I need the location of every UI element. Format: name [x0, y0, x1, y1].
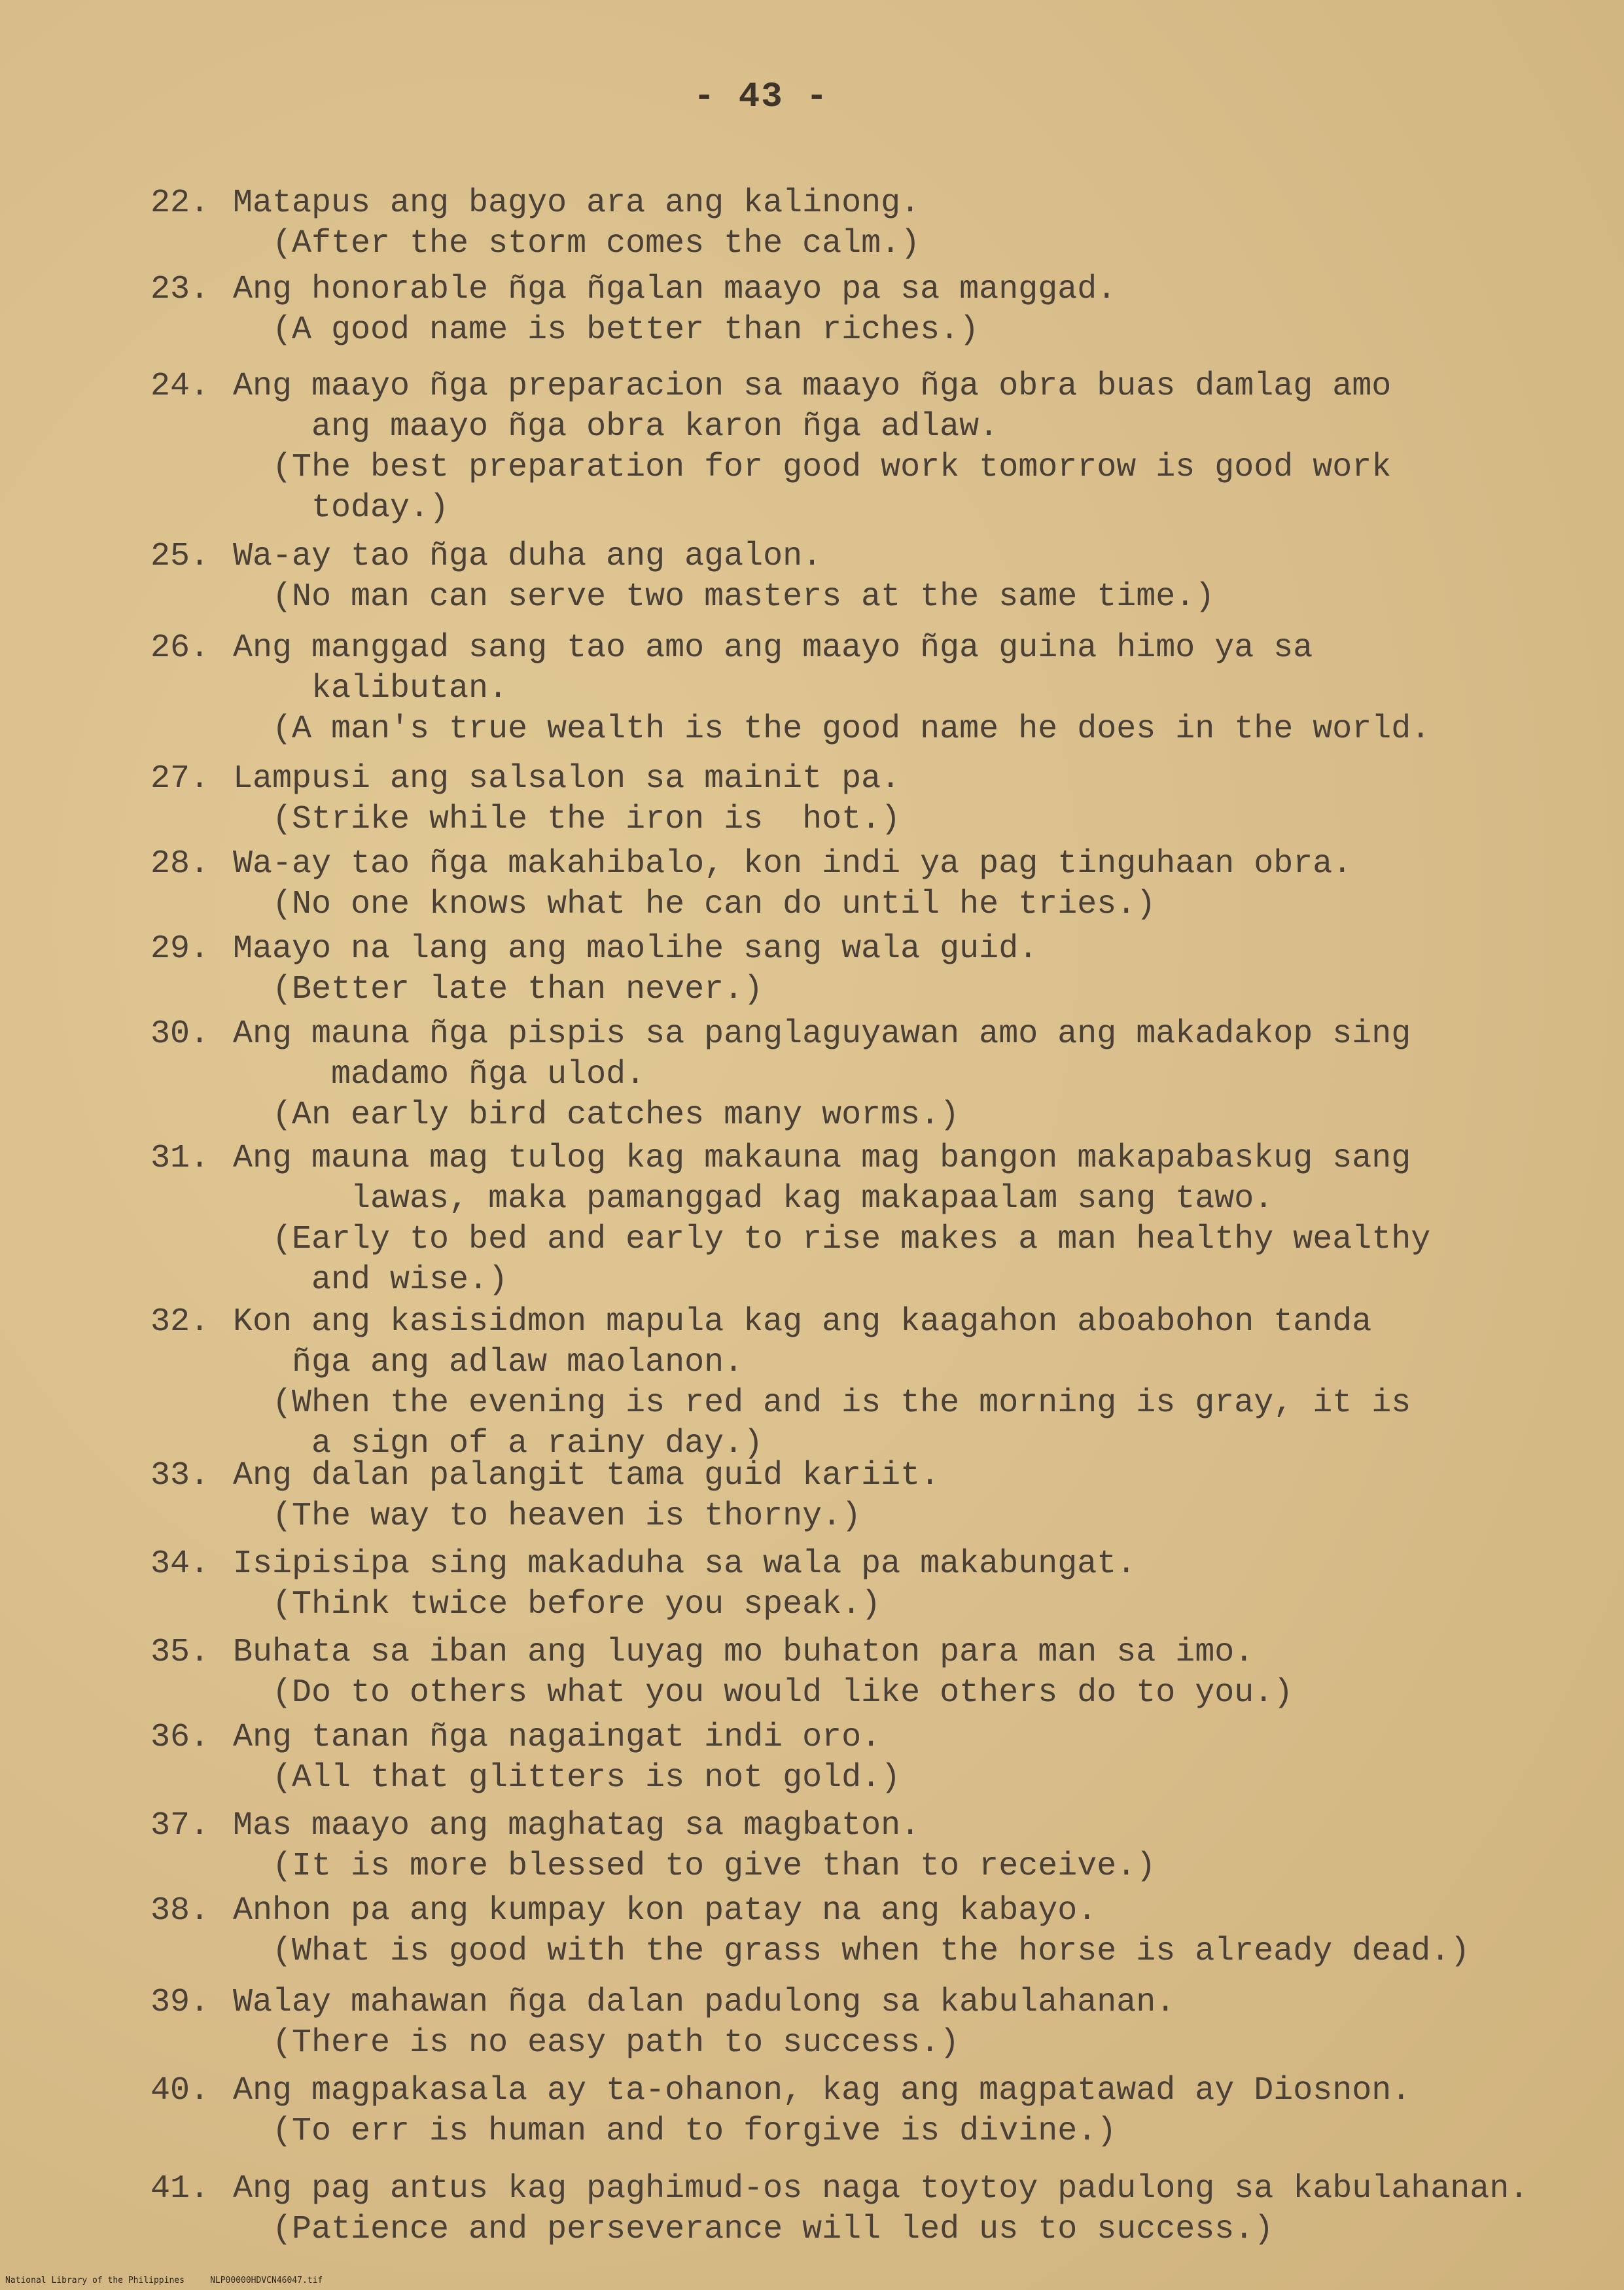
proverb-translation: (Think twice before you speak.): [233, 1586, 881, 1623]
proverb-line: lawas, maka pamanggad kag makapaalam sang tawo.: [233, 1180, 1274, 1218]
proverb-translation: (Patience and perseverance will led us to success.): [233, 2211, 1274, 2248]
page-number: - 43 -: [694, 77, 829, 117]
proverb-number: 40.: [150, 2072, 210, 2109]
proverb-text: [233, 1632, 1293, 1714]
proverb-line: Wa-ay tao ñga makahibalo, kon indi ya pag tinguhaan obra.: [233, 845, 1352, 883]
proverb-text: [233, 537, 1214, 618]
proverb-text: [233, 1982, 1175, 2064]
proverb-translation: (Do to others what you would like others do to you.): [233, 1674, 1294, 1712]
proverb-line: Ang manggad sang tao amo ang maayo ñga guina himo ya sa: [233, 629, 1313, 667]
proverb-number: 31.: [150, 1140, 210, 1177]
proverb-number: 33.: [150, 1457, 210, 1494]
proverb-item: [150, 759, 900, 840]
proverb-text: [233, 1718, 900, 1799]
proverb-translation: and wise.): [233, 1261, 508, 1299]
proverb-line: Mas maayo ang maghatag sa magbaton.: [233, 1807, 921, 1844]
proverb-number: 35.: [150, 1634, 210, 1671]
proverb-translation: (The best preparation for good work tomorrow is good work: [233, 449, 1392, 486]
proverb-text: [233, 270, 1116, 351]
proverb-translation: (An early bird catches many worms.): [233, 1097, 960, 1134]
proverb-line: madamo ñga ulod.: [233, 1056, 646, 1093]
proverb-translation: (After the storm comes the calm.): [233, 225, 921, 262]
proverb-number: 25.: [150, 538, 210, 575]
proverb-line: Maayo na lang ang maolihe sang wala guid.: [233, 930, 1038, 968]
proverb-translation: (To err is human and to forgive is divine.): [233, 2113, 1117, 2150]
proverb-line: Ang tanan ñga nagaingat indi oro.: [233, 1719, 881, 1756]
proverb-item: [150, 2169, 1528, 2250]
proverb-item: [150, 1302, 1411, 1464]
proverb-number: 23.: [150, 271, 210, 308]
proverb-number: 38.: [150, 1892, 210, 1929]
proverb-translation: (What is good with the grass when the horse is already dead.): [233, 1933, 1470, 1970]
proverb-text: [233, 1456, 940, 1537]
proverb-number: 41.: [150, 2170, 210, 2208]
proverb-line: Buhata sa iban ang luyag mo buhaton para man sa imo.: [233, 1634, 1254, 1671]
proverb-item: [150, 1982, 1175, 2064]
proverb-text: [233, 759, 900, 840]
proverb-item: [150, 1806, 1156, 1887]
proverb-item: [150, 1718, 900, 1799]
proverb-translation: (All that glitters is not gold.): [233, 1759, 901, 1797]
proverb-item: [150, 929, 1038, 1010]
proverb-line: kalibutan.: [233, 670, 508, 707]
proverb-number: 24.: [150, 368, 210, 405]
proverb-line: Ang honorable ñga ñgalan maayo pa sa manggad.: [233, 271, 1117, 308]
proverb-text: [233, 1302, 1411, 1464]
proverb-line: Isipisipa sing makaduha sa wala pa makabungat.: [233, 1545, 1137, 1583]
proverb-number: 30.: [150, 1015, 210, 1053]
proverb-number: 28.: [150, 845, 210, 883]
proverb-translation: (Strike while the iron is hot.): [233, 801, 901, 838]
proverb-line: Anhon pa ang kumpay kon patay na ang kabayo.: [233, 1892, 1097, 1929]
proverb-item: [150, 270, 1116, 351]
proverb-line: Matapus ang bagyo ara ang kalinong.: [233, 185, 921, 222]
proverb-item: [150, 628, 1430, 750]
proverb-item: [150, 1138, 1430, 1301]
proverb-text: [233, 1014, 1411, 1136]
proverb-line: Ang pag antus kag paghimud-os naga toytoy padulong sa kabulahanan.: [233, 2170, 1529, 2208]
proverb-translation: today.): [233, 489, 450, 527]
proverb-item: [150, 1544, 1136, 1625]
proverb-number: 36.: [150, 1719, 210, 1756]
proverb-line: ñga ang adlaw maolanon.: [233, 1344, 744, 1381]
proverb-line: Ang dalan palangit tama guid kariit.: [233, 1457, 940, 1494]
proverb-text: [233, 1138, 1430, 1301]
proverb-item: [150, 1014, 1411, 1136]
proverb-text: [233, 1544, 1136, 1625]
proverb-item: [150, 1632, 1293, 1714]
proverb-item: [150, 1891, 1470, 1972]
proverb-line: ang maayo ñga obra karon ñga adlaw.: [233, 408, 999, 446]
proverb-number: 39.: [150, 1984, 210, 2021]
proverb-translation: (No man can serve two masters at the same time.): [233, 578, 1215, 616]
proverb-translation: (Better late than never.): [233, 971, 764, 1008]
proverb-line: Wa-ay tao ñga duha ang agalon.: [233, 538, 822, 575]
proverb-line: Ang magpakasala ay ta-ohanon, kag ang magpatawad ay Diosnon.: [233, 2072, 1411, 2109]
proverb-translation: (It is more blessed to give than to receive.): [233, 1848, 1156, 1885]
proverb-translation: (When the evening is red and is the morning is gray, it is: [233, 1384, 1411, 1422]
proverb-text: [233, 929, 1038, 1010]
proverb-translation: a sign of a rainy day.): [233, 1425, 764, 1462]
proverb-translation: (Early to bed and early to rise makes a man healthy wealthy: [233, 1221, 1431, 1258]
proverb-line: Ang maayo ñga preparacion sa maayo ñga obra buas damlag amo: [233, 368, 1392, 405]
proverb-item: [150, 537, 1214, 618]
proverb-item: [150, 183, 920, 264]
proverb-text: [233, 628, 1430, 750]
proverb-text: [233, 366, 1391, 529]
proverb-line: Walay mahawan ñga dalan padulong sa kabulahanan.: [233, 1984, 1176, 2021]
proverb-number: 26.: [150, 629, 210, 667]
proverb-text: [233, 1891, 1470, 1972]
proverb-translation: (A man's true wealth is the good name he does in the world.: [233, 711, 1431, 748]
proverb-number: 34.: [150, 1545, 210, 1583]
proverb-text: [233, 183, 920, 264]
proverb-line: Ang mauna mag tulog kag makauna mag bangon makapabaskug sang: [233, 1140, 1411, 1177]
proverb-text: [233, 1806, 1156, 1887]
proverb-line: Ang mauna ñga pispis sa panglaguyawan amo ang makadakop sing: [233, 1015, 1411, 1053]
proverb-translation: (A good name is better than riches.): [233, 311, 980, 349]
proverb-number: 27.: [150, 760, 210, 798]
proverb-translation: (The way to heaven is thorny.): [233, 1498, 862, 1535]
proverb-text: [233, 2169, 1528, 2250]
proverb-number: 37.: [150, 1807, 210, 1844]
proverb-number: 22.: [150, 185, 210, 222]
proverb-item: [150, 844, 1352, 925]
proverb-translation: (There is no easy path to success.): [233, 2024, 960, 2062]
proverb-line: Lampusi ang salsalon sa mainit pa.: [233, 760, 901, 798]
proverb-text: [233, 844, 1352, 925]
proverb-item: [150, 1456, 940, 1537]
proverb-number: 29.: [150, 930, 210, 968]
proverb-text: [233, 2071, 1411, 2152]
proverb-item: [150, 366, 1391, 529]
proverb-item: [150, 2071, 1411, 2152]
proverb-line: Kon ang kasisidmon mapula kag ang kaagahon aboabohon tanda: [233, 1303, 1372, 1341]
proverb-translation: (No one knows what he can do until he tries.): [233, 886, 1156, 923]
footer-source: National Library of the Philippines NLP00000HDVCN46047.tif: [5, 2276, 323, 2285]
proverb-number: 32.: [150, 1303, 210, 1341]
